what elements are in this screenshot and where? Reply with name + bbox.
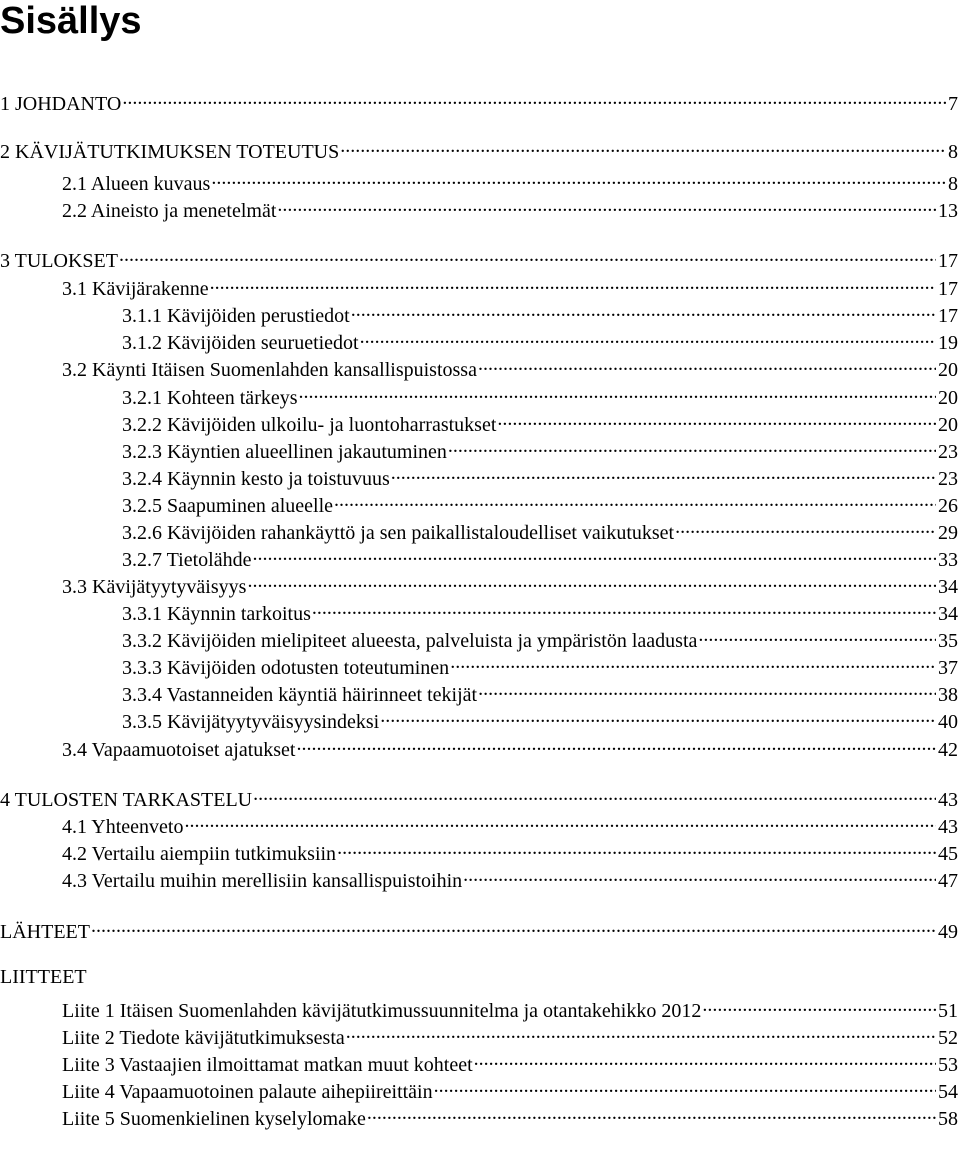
toc-entry[interactable] [62,271,958,300]
toc-entry[interactable] [122,298,958,327]
toc-entry[interactable] [122,704,958,733]
toc-dot-leader [337,836,936,860]
toc-dot-leader [247,569,936,593]
toc-dot-leader [380,704,936,728]
toc-entry-page-number: 43 [938,816,958,838]
toc-entry-page-number: 19 [938,332,958,354]
toc-entry-page-number: 17 [938,305,958,327]
toc-entry-label: 3.1 Kävijärakenne [62,278,209,300]
toc-entry[interactable] [0,782,958,811]
toc-entry-label: 2.1 Alueen kuvaus [62,173,211,195]
toc-dot-leader [253,782,936,806]
toc-entry-page-number: 47 [938,870,958,892]
toc-entry[interactable] [122,325,958,354]
toc-entry[interactable] [122,596,958,625]
toc-entry[interactable] [0,86,958,115]
toc-entry[interactable] [62,1074,958,1103]
toc-entry[interactable] [62,352,958,381]
toc-entry-page-number: 17 [938,250,958,272]
toc-dot-leader [340,134,946,158]
toc-entry[interactable] [62,193,958,222]
toc-dot-leader [210,271,936,295]
toc-entry-page-number: 8 [948,173,958,195]
toc-entry-label: 3.3 Kävijätyytyväisyys [62,576,247,598]
toc-dot-leader [119,243,936,267]
toc-entry-label: 3.3.5 Kävijätyytyväisyysindeksi [122,711,380,733]
toc-entry[interactable] [0,914,958,943]
toc-entry-page-number: 17 [938,278,958,300]
toc-entry-label: 3.4 Vapaamuotoiset ajatukset [62,739,296,761]
toc-entry-page-number: 51 [938,1000,958,1022]
toc-entry[interactable] [62,993,958,1022]
toc-entry[interactable] [122,515,958,544]
toc-entry-label: 4.3 Vertailu muihin merellisiin kansallispuistoihin [62,870,463,892]
toc-entry-page-number: 7 [948,93,958,115]
toc-entry-page-number: 20 [938,414,958,436]
toc-dot-leader [277,193,936,217]
toc-entry-page-number: 53 [938,1054,958,1076]
toc-entry-label: 3.2.7 Tietolähde [122,549,252,571]
toc-dot-leader [312,596,936,620]
toc-entry-label: 3.3.4 Vastanneiden käyntiä häirinneet tekijät [122,684,478,706]
toc-entry-page-number: 34 [938,603,958,625]
toc-entry-label: 3.1.1 Kävijöiden perustiedot [122,305,350,327]
toc-dot-leader [299,380,936,404]
toc-entry-page-number: 43 [938,789,958,811]
toc-dot-leader [478,352,936,376]
toc-entry-label: 2 KÄVIJÄTUTKIMUKSEN TOTEUTUS [0,141,340,163]
toc-dot-leader [252,542,936,566]
toc-dot-leader [450,650,936,674]
toc-dot-leader [675,515,936,539]
toc-entry-page-number: 45 [938,843,958,865]
toc-dot-leader [91,914,936,938]
toc-entry-label: 4.1 Yhteenveto [62,816,184,838]
toc-entry-label: 4 TULOSTEN TARKASTELU [0,789,253,811]
toc-entry-page-number: 20 [938,387,958,409]
toc-dot-leader [122,86,946,110]
toc-dot-leader [367,1101,936,1125]
toc-dot-leader [463,863,936,887]
toc-entry[interactable] [62,1020,958,1049]
toc-entry-page-number: 54 [938,1081,958,1103]
toc-entry[interactable] [122,461,958,490]
toc-entry-page-number: 52 [938,1027,958,1049]
toc-entry[interactable] [0,965,958,989]
toc-entry-label: 3 TULOKSET [0,250,118,272]
toc-entry-label: 3.2.4 Käynnin kesto ja toistuvuus [122,468,390,490]
toc-entry-label: 3.2.6 Kävijöiden rahankäyttö ja sen paikallistaloudelliset vaikutukset [122,522,675,544]
toc-entry-page-number: 58 [938,1108,958,1130]
toc-entry-label: 3.2.1 Kohteen tärkeys [122,387,298,409]
toc-entry-page-number: 42 [938,739,958,761]
toc-entry-label: LÄHTEET [0,921,90,943]
toc-dot-leader [351,298,936,322]
toc-entry-page-number: 37 [938,657,958,679]
toc-dot-leader [184,809,936,833]
toc-dot-leader [434,1074,936,1098]
toc-entry-label: Liite 2 Tiedote kävijätutkimuksesta [62,1027,345,1049]
toc-entry[interactable] [62,836,958,865]
toc-entry-page-number: 34 [938,576,958,598]
toc-entry-label: 3.2.5 Saapuminen alueelle [122,495,334,517]
toc-entry[interactable] [62,569,958,598]
toc-dot-leader [360,325,936,349]
toc-entry-label: 4.2 Vertailu aiempiin tutkimuksiin [62,843,337,865]
toc-dot-leader [334,488,936,512]
toc-dot-leader [211,166,946,190]
toc-entry[interactable] [0,243,958,272]
toc-entry-label: LIITTEET [0,966,87,988]
toc-entry[interactable] [62,809,958,838]
toc-entry-page-number: 23 [938,441,958,463]
toc-entry-page-number: 26 [938,495,958,517]
toc-entry-page-number: 38 [938,684,958,706]
toc-entry-label: Liite 5 Suomenkielinen kyselylomake [62,1108,366,1130]
toc-dot-leader [391,461,936,485]
toc-entry[interactable] [122,677,958,706]
toc-dot-leader [296,732,936,756]
toc-entry[interactable] [62,732,958,761]
toc-entry-page-number: 33 [938,549,958,571]
toc-entry-label: 3.2 Käynti Itäisen Suomenlahden kansallispuistossa [62,359,477,381]
toc-dot-leader [698,623,936,647]
toc-dot-leader [497,407,936,431]
toc-entry-label: 3.3.3 Kävijöiden odotusten toteutuminen [122,657,450,679]
toc-dot-leader [448,434,936,458]
toc-entry-label: Liite 1 Itäisen Suomenlahden kävijätutkimussuunnitelma ja otantakehikko 2012 [62,1000,702,1022]
toc-entry-label: 3.2.3 Käyntien alueellinen jakautuminen [122,441,447,463]
toc-dot-leader [474,1047,936,1071]
toc-entry-page-number: 20 [938,359,958,381]
toc-entry-page-number: 49 [938,921,958,943]
toc-dot-leader [478,677,936,701]
toc-entry-label: Liite 4 Vapaamuotoinen palaute aihepiireittäin [62,1081,433,1103]
toc-entry-page-number: 13 [938,200,958,222]
toc-entry-label: 3.3.2 Kävijöiden mielipiteet alueesta, palveluista ja ympäristön laadusta [122,630,698,652]
toc-entry[interactable] [62,1101,958,1130]
toc-entry-page-number: 23 [938,468,958,490]
toc-entry-label: 2.2 Aineisto ja menetelmät [62,200,277,222]
toc-entry-page-number: 35 [938,630,958,652]
toc-entry[interactable] [62,863,958,892]
toc-dot-leader [346,1020,936,1044]
toc-entry[interactable] [62,166,958,195]
toc-entry-page-number: 8 [948,141,958,163]
toc-entry-page-number: 29 [938,522,958,544]
toc-entry-label: 3.2.2 Kävijöiden ulkoilu- ja luontoharrastukset [122,414,497,436]
toc-entry[interactable] [122,623,958,652]
page-title: Sisällys [0,0,142,42]
toc-entry-page-number: 40 [938,711,958,733]
toc-entry-label: 1 JOHDANTO [0,93,122,115]
toc-entry[interactable] [62,1047,958,1076]
toc-entry[interactable] [122,380,958,409]
toc-entry[interactable] [0,134,958,163]
toc-entry[interactable] [122,650,958,679]
toc-entry[interactable] [122,434,958,463]
toc-entry[interactable] [122,542,958,571]
toc-entry[interactable] [122,488,958,517]
toc-entry-label: Liite 3 Vastaajien ilmoittamat matkan muut kohteet [62,1054,473,1076]
toc-entry-label: 3.1.2 Kävijöiden seuruetiedot [122,332,359,354]
toc-dot-leader [702,993,936,1017]
toc-entry-label: 3.3.1 Käynnin tarkoitus [122,603,311,625]
toc-entry[interactable] [122,407,958,436]
